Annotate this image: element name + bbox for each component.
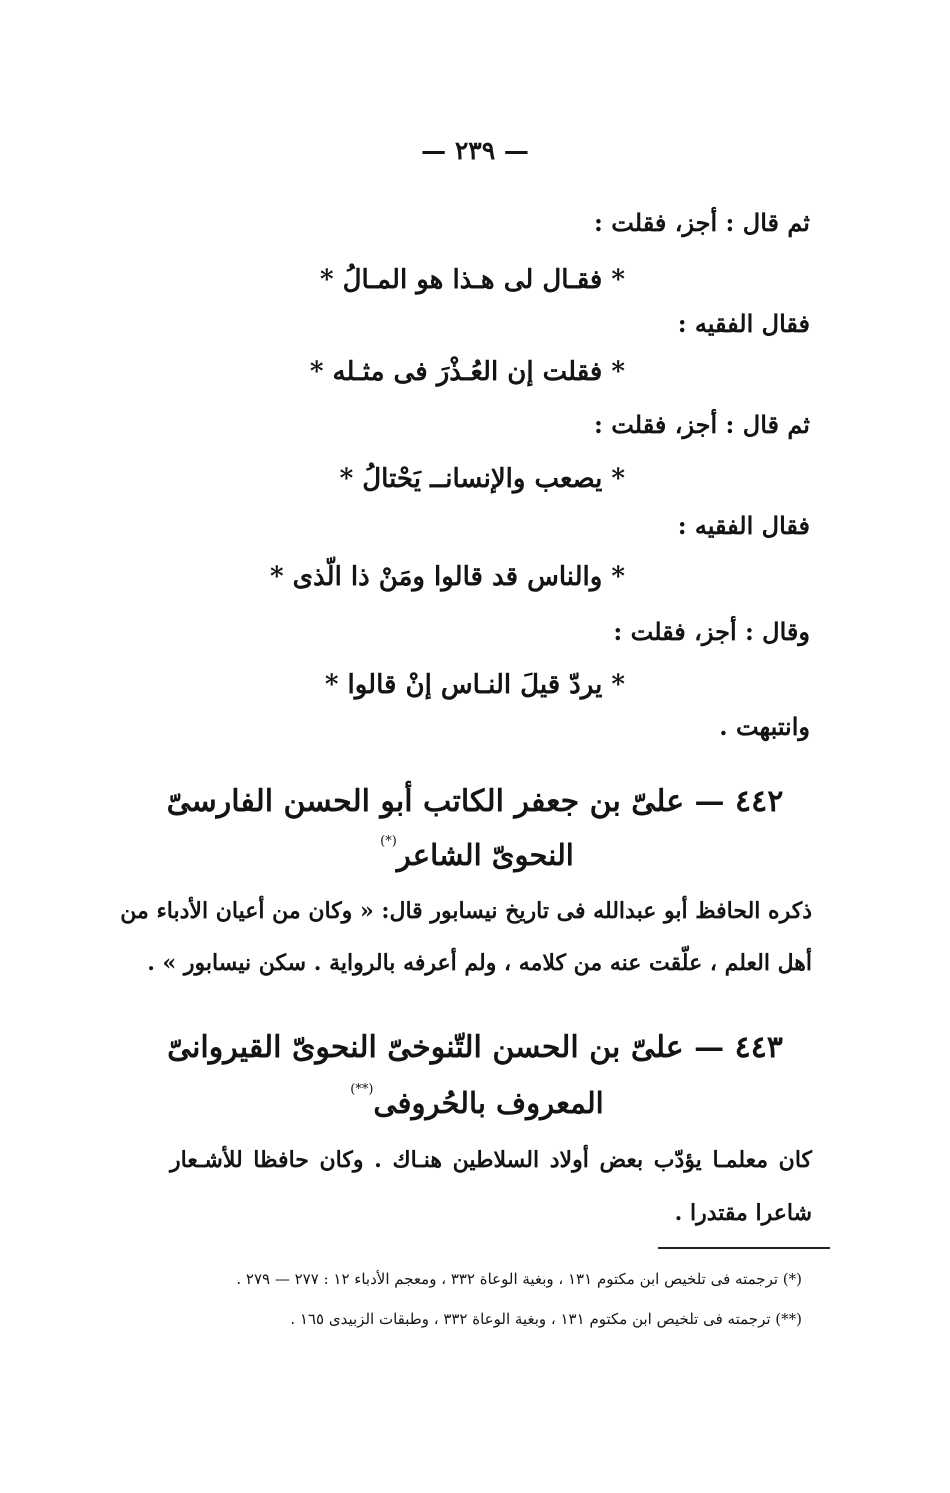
prose-line: وانتبهت .: [719, 712, 810, 741]
footnote-divider: [658, 1247, 830, 1249]
verse-line: * يردّ قيلَ النـاس إنْ قالوا *: [324, 670, 625, 700]
entry-subtitle: [0, 834, 950, 872]
prose-line: فقال الفقيه :: [677, 511, 810, 540]
prose-line: فقال الفقيه :: [677, 309, 810, 338]
verse-line: * والناس قد قالوا ومَنْ ذا الّذى *: [270, 562, 625, 592]
entry-title: ٤٤٣ — علىّ بن الحسن التّنوخىّ النحوىّ القيروانىّ: [167, 1030, 783, 1065]
footnote-mark: (**): [350, 1082, 374, 1097]
page-number: — ٢٣٩ —: [421, 136, 529, 165]
footnote-mark: (*): [380, 834, 397, 849]
entry-subtitle-text: المعروف بالحُروفى: [373, 1086, 604, 1120]
entry-title: ٤٤٢ — علىّ بن جعفر الكاتب أبو الحسن الفارسىّ: [166, 784, 784, 819]
prose-line: ثم قال : أجز، فقلت :: [594, 208, 810, 237]
entry-subtitle-text: النحوىّ الشاعر: [396, 838, 574, 872]
body-line: ذكره الحافظ أبو عبدالله فى تاريخ نيسابور قال: « وكان من أعيان الأدباء من: [120, 898, 812, 924]
footnote: (*) ترجمته فى تلخيص ابن مكتوم ١٣١ ، وبغية الوعاة ٣٣٢ ، ومعجم الأدباء ١٢ : ٢٧٧ — ٢٧٩ .: [236, 1270, 802, 1288]
verse-line: * يصعب والإنسانــ يَحْتالُ *: [339, 464, 625, 494]
prose-line: وقال : أجز، فقلت :: [613, 617, 810, 646]
body-line: أهل العلم ، علّقت عنه من كلامه ، ولم أعرفه بالرواية . سكن نيسابور » .: [147, 950, 812, 976]
body-line: شاعرا مقتدرا .: [674, 1200, 812, 1226]
body-line: كان معلمـا يؤدّب بعض أولاد السلاطين هنـاك . وكان حافظا للأشـعار: [170, 1147, 812, 1173]
footnote: (**) ترجمته فى تلخيص ابن مكتوم ١٣١ ، وبغية الوعاة ٣٣٢ ، وطبقات الزبيدى ١٦٥ .: [290, 1310, 802, 1328]
verse-line: * فقـال لى هـذا هو المـالُ *: [319, 265, 625, 295]
prose-line: ثم قال : أجز، فقلت :: [594, 410, 810, 439]
verse-line: * فقلت إن العُـذْرَ فى مثـله *: [309, 357, 625, 387]
entry-subtitle: [0, 1082, 950, 1120]
